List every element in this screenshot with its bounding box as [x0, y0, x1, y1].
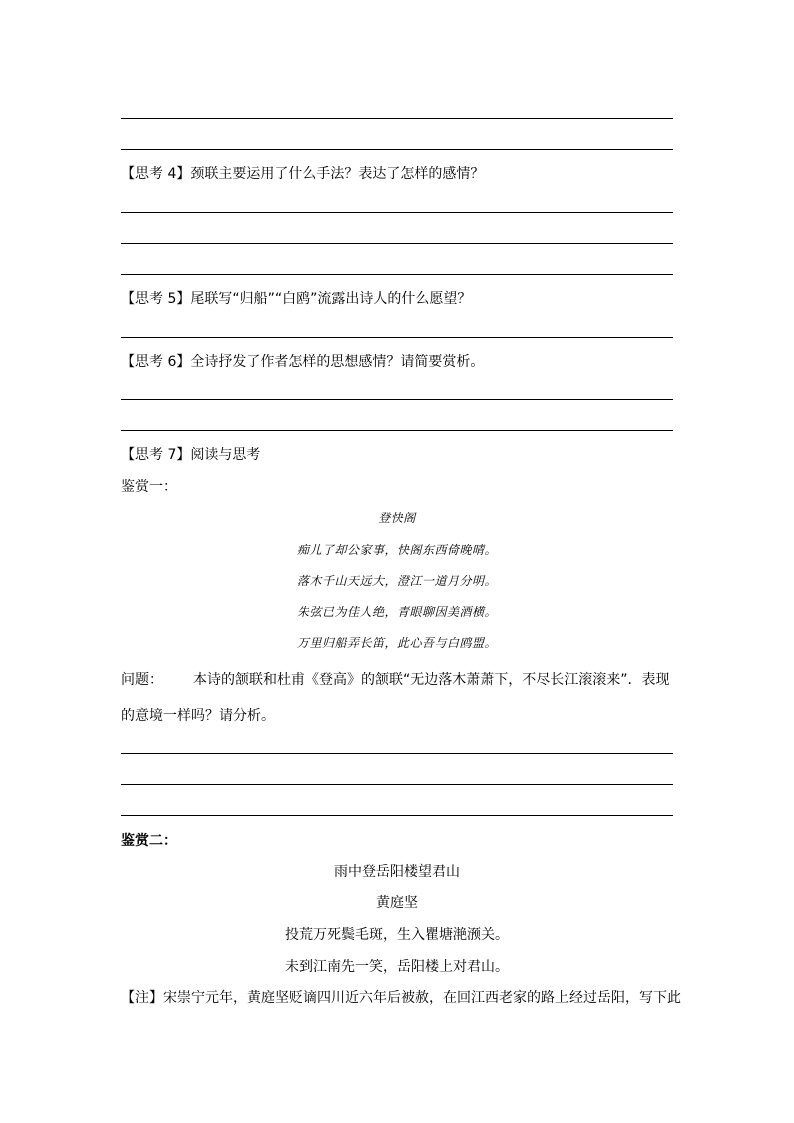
- answer-line: [121, 149, 673, 150]
- answer-line: [121, 243, 673, 244]
- question-7: 【思考 7】阅读与思考: [121, 447, 261, 463]
- question-4: 【思考 4】颈联主要运用了什么手法？表达了怎样的感情？: [121, 166, 485, 182]
- answer-line: [121, 212, 673, 213]
- answer-line: [121, 337, 673, 338]
- poem-2-line: 未到江南先一笑，岳阳楼上对君山。: [285, 959, 509, 975]
- poem-1-line: 万里归船弄长笛，此心吾与白鸥盟。: [296, 636, 497, 650]
- poem-2-line: 投荒万死鬓毛斑，生入瞿塘滟滪关。: [285, 927, 509, 943]
- answer-line: [121, 118, 673, 119]
- answer-line: [121, 430, 673, 431]
- poem-1-line: 落木千山天远大，澄江一道月分明。: [296, 574, 497, 588]
- answer-line: [121, 784, 673, 785]
- poem-2-note: 【注】宋崇宁元年，黄庭坚贬谪四川近六年后被赦，在回江西老家的路上经过岳阳，写下此: [121, 990, 681, 1006]
- answer-line: [121, 815, 673, 816]
- poem-2-title: 雨中登岳阳楼望君山: [334, 864, 460, 880]
- answer-line: [121, 753, 673, 754]
- question-text-line-2: 的意境一样吗？请分析。: [121, 708, 275, 724]
- appreciation-1-label: 鉴赏一：: [121, 479, 177, 495]
- question-6: 【思考 6】全诗抒发了作者怎样的思想感情？请简要赏析。: [121, 354, 485, 370]
- question-prompt: [121, 671, 670, 689]
- poem-1-line: 朱弦已为佳人绝，青眼聊因美酒横。: [296, 605, 497, 619]
- poem-1-line: 痴儿了却公家事，快阁东西倚晚晴。: [296, 543, 497, 557]
- poem-1-title: 登快阁: [378, 511, 416, 525]
- question-text: 本诗的颔联和杜甫《登高》的颔联“无边落木萧萧下，不尽长江滚滚来”．表现: [193, 672, 670, 688]
- appreciation-2-label: 鉴赏二：: [121, 833, 177, 849]
- question-5: 【思考 5】尾联写“归船”“白鸥”流露出诗人的什么愿望？: [121, 291, 472, 307]
- poem-2-author: 黄庭坚: [376, 895, 418, 911]
- question-label: 问题：: [121, 672, 163, 688]
- answer-line: [121, 399, 673, 400]
- answer-line: [121, 274, 673, 275]
